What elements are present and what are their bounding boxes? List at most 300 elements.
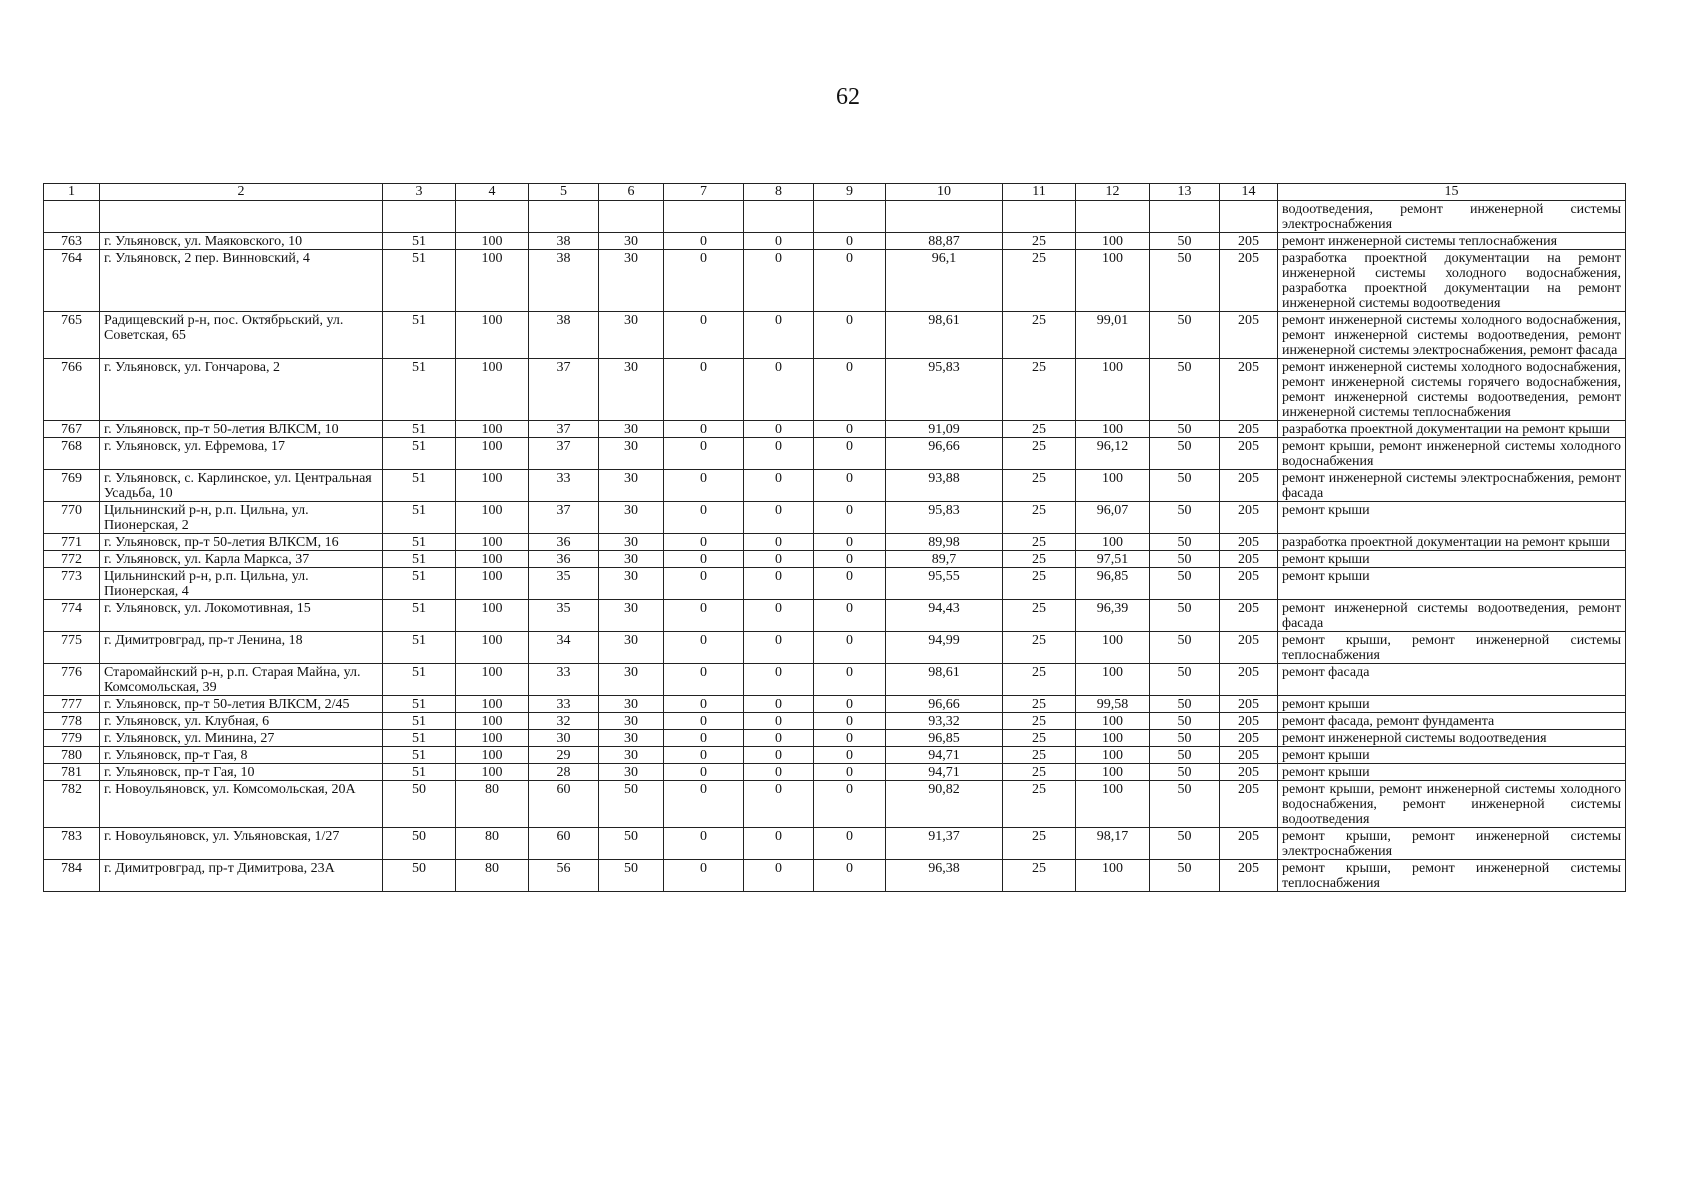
table-cell-col-9 bbox=[814, 201, 886, 233]
column-number-14: 14 bbox=[1220, 184, 1278, 201]
table-cell-col-8: 0 bbox=[744, 828, 814, 860]
table-cell-col-15: разработка проектной документации на ремонт крыши bbox=[1278, 534, 1626, 551]
table-cell-col-14: 205 bbox=[1220, 664, 1278, 696]
table-cell-col-7: 0 bbox=[664, 551, 744, 568]
table-cell-col-9: 0 bbox=[814, 551, 886, 568]
table-cell-col-10: 96,85 bbox=[886, 730, 1003, 747]
table-cell-col-15: ремонт инженерной системы водоотведения, ремонт фасада bbox=[1278, 600, 1626, 632]
table-cell-col-2: г. Ульяновск, ул. Маяковского, 10 bbox=[100, 233, 383, 250]
register-table bbox=[43, 183, 1626, 892]
column-number-3: 3 bbox=[383, 184, 456, 201]
table-cell-col-12: 96,85 bbox=[1076, 568, 1150, 600]
table-cell-col-9: 0 bbox=[814, 600, 886, 632]
table-cell-col-5: 35 bbox=[529, 568, 599, 600]
table-cell-col-12: 100 bbox=[1076, 781, 1150, 828]
table-cell-col-5: 28 bbox=[529, 764, 599, 781]
table-cell-col-6: 30 bbox=[599, 312, 664, 359]
table-cell-col-9: 0 bbox=[814, 359, 886, 421]
table-cell-col-14: 205 bbox=[1220, 568, 1278, 600]
table-cell-col-1: 766 bbox=[44, 359, 100, 421]
table-cell-col-4: 100 bbox=[456, 502, 529, 534]
table-cell-col-10: 95,55 bbox=[886, 568, 1003, 600]
table-cell-col-2: г. Ульяновск, с. Карлинское, ул. Центральная Усадьба, 10 bbox=[100, 470, 383, 502]
table-cell-col-1: 776 bbox=[44, 664, 100, 696]
table-cell-col-3: 51 bbox=[383, 312, 456, 359]
table-cell-col-11: 25 bbox=[1003, 713, 1076, 730]
table-row bbox=[44, 764, 1626, 781]
table-cell-col-3: 51 bbox=[383, 534, 456, 551]
table-cell-col-13: 50 bbox=[1150, 233, 1220, 250]
table-cell-col-10: 91,37 bbox=[886, 828, 1003, 860]
table-cell-col-8: 0 bbox=[744, 600, 814, 632]
table-cell-col-3: 51 bbox=[383, 421, 456, 438]
table-cell-col-2: г. Ульяновск, ул. Карла Маркса, 37 bbox=[100, 551, 383, 568]
table-cell-col-9: 0 bbox=[814, 250, 886, 312]
table-cell-col-5 bbox=[529, 201, 599, 233]
table-cell-col-5: 33 bbox=[529, 696, 599, 713]
table-cell-col-14: 205 bbox=[1220, 421, 1278, 438]
table-cell-col-1: 773 bbox=[44, 568, 100, 600]
table-cell-col-10: 98,61 bbox=[886, 664, 1003, 696]
table-cell-col-6: 30 bbox=[599, 438, 664, 470]
table-cell-col-15: ремонт крыши bbox=[1278, 747, 1626, 764]
table-cell-col-10: 94,71 bbox=[886, 764, 1003, 781]
table-row bbox=[44, 502, 1626, 534]
table-row bbox=[44, 713, 1626, 730]
table-cell-col-1: 778 bbox=[44, 713, 100, 730]
table-cell-col-5: 60 bbox=[529, 828, 599, 860]
table-cell-col-2: г. Ульяновск, ул. Локомотивная, 15 bbox=[100, 600, 383, 632]
table-cell-col-1: 782 bbox=[44, 781, 100, 828]
page-number: 62 bbox=[836, 84, 860, 110]
table-cell-col-7: 0 bbox=[664, 747, 744, 764]
table-cell-col-15: ремонт крыши, ремонт инженерной системы электроснабжения bbox=[1278, 828, 1626, 860]
table-cell-col-6: 30 bbox=[599, 764, 664, 781]
table-row bbox=[44, 534, 1626, 551]
table-cell-col-14: 205 bbox=[1220, 764, 1278, 781]
table-cell-col-11: 25 bbox=[1003, 568, 1076, 600]
table-cell-col-1: 767 bbox=[44, 421, 100, 438]
table-cell-col-7: 0 bbox=[664, 312, 744, 359]
table-cell-col-2: г. Ульяновск, ул. Гончарова, 2 bbox=[100, 359, 383, 421]
table-cell-col-12: 100 bbox=[1076, 730, 1150, 747]
table-cell-col-5: 38 bbox=[529, 250, 599, 312]
table-cell-col-9: 0 bbox=[814, 664, 886, 696]
table-cell-col-8: 0 bbox=[744, 359, 814, 421]
table-cell-col-9: 0 bbox=[814, 438, 886, 470]
table-cell-col-3: 51 bbox=[383, 747, 456, 764]
table-cell-col-12: 96,39 bbox=[1076, 600, 1150, 632]
table-cell-col-11: 25 bbox=[1003, 632, 1076, 664]
table-cell-col-4: 80 bbox=[456, 828, 529, 860]
table-cell-col-12: 100 bbox=[1076, 764, 1150, 781]
table-cell-col-11: 25 bbox=[1003, 696, 1076, 713]
table-cell-col-6: 50 bbox=[599, 860, 664, 892]
table-cell-col-14: 205 bbox=[1220, 233, 1278, 250]
table-cell-col-1: 781 bbox=[44, 764, 100, 781]
table-cell-col-8: 0 bbox=[744, 730, 814, 747]
table-cell-col-11: 25 bbox=[1003, 438, 1076, 470]
table-row bbox=[44, 781, 1626, 828]
table-cell-col-7: 0 bbox=[664, 828, 744, 860]
table-cell-col-4: 100 bbox=[456, 632, 529, 664]
table-cell-col-6: 30 bbox=[599, 664, 664, 696]
table-cell-col-8: 0 bbox=[744, 421, 814, 438]
table-cell-col-14: 205 bbox=[1220, 551, 1278, 568]
table-cell-col-8: 0 bbox=[744, 233, 814, 250]
table-cell-col-3: 51 bbox=[383, 551, 456, 568]
table-cell-col-14: 205 bbox=[1220, 359, 1278, 421]
table-cell-col-2: г. Ульяновск, 2 пер. Винновский, 4 bbox=[100, 250, 383, 312]
table-cell-col-3: 51 bbox=[383, 438, 456, 470]
table-cell-col-6: 30 bbox=[599, 600, 664, 632]
table-cell-col-9: 0 bbox=[814, 730, 886, 747]
table-cell-col-4: 100 bbox=[456, 730, 529, 747]
table-cell-col-13: 50 bbox=[1150, 470, 1220, 502]
table-cell-col-11: 25 bbox=[1003, 828, 1076, 860]
table-cell-col-2: г. Ульяновск, пр-т Гая, 10 bbox=[100, 764, 383, 781]
table-cell-col-1: 769 bbox=[44, 470, 100, 502]
table-cell-col-2: г. Ульяновск, ул. Клубная, 6 bbox=[100, 713, 383, 730]
table-row bbox=[44, 828, 1626, 860]
table-cell-col-1: 770 bbox=[44, 502, 100, 534]
table-cell-col-7: 0 bbox=[664, 713, 744, 730]
table-cell-col-9: 0 bbox=[814, 764, 886, 781]
table-cell-col-2: Цильнинский р-н, р.п. Цильна, ул. Пионерская, 2 bbox=[100, 502, 383, 534]
table-cell-col-8 bbox=[744, 201, 814, 233]
table-cell-col-14: 205 bbox=[1220, 747, 1278, 764]
table-cell-col-5: 37 bbox=[529, 421, 599, 438]
table-cell-col-1: 784 bbox=[44, 860, 100, 892]
table-cell-col-11: 25 bbox=[1003, 600, 1076, 632]
table-cell-col-7 bbox=[664, 201, 744, 233]
table-cell-col-4: 80 bbox=[456, 860, 529, 892]
column-number-8: 8 bbox=[744, 184, 814, 201]
table-cell-col-7: 0 bbox=[664, 568, 744, 600]
table-row bbox=[44, 860, 1626, 892]
table-cell-col-13: 50 bbox=[1150, 600, 1220, 632]
table-cell-col-12: 100 bbox=[1076, 860, 1150, 892]
column-number-5: 5 bbox=[529, 184, 599, 201]
table-cell-col-11: 25 bbox=[1003, 534, 1076, 551]
table-cell-col-2: г. Ульяновск, пр-т 50-летия ВЛКСМ, 16 bbox=[100, 534, 383, 551]
table-cell-col-8: 0 bbox=[744, 696, 814, 713]
table-cell-col-15: ремонт крыши, ремонт инженерной системы холодного водоснабжения, ремонт инженерной системы водоотведения bbox=[1278, 781, 1626, 828]
table-cell-col-5: 30 bbox=[529, 730, 599, 747]
table-cell-col-5: 33 bbox=[529, 470, 599, 502]
table-cell-col-5: 35 bbox=[529, 600, 599, 632]
table-cell-col-13: 50 bbox=[1150, 421, 1220, 438]
table-cell-col-9: 0 bbox=[814, 781, 886, 828]
table-cell-col-4: 100 bbox=[456, 233, 529, 250]
table-cell-col-8: 0 bbox=[744, 568, 814, 600]
table-cell-col-10: 88,87 bbox=[886, 233, 1003, 250]
table-cell-col-2: Старомайнский р-н, р.п. Старая Майна, ул. Комсомольская, 39 bbox=[100, 664, 383, 696]
table-cell-col-12: 99,58 bbox=[1076, 696, 1150, 713]
table-cell-col-10: 90,82 bbox=[886, 781, 1003, 828]
table-cell-col-12: 100 bbox=[1076, 470, 1150, 502]
table-cell-col-4: 100 bbox=[456, 747, 529, 764]
table-cell-col-7: 0 bbox=[664, 860, 744, 892]
table-cell-col-7: 0 bbox=[664, 600, 744, 632]
table-cell-col-2 bbox=[100, 201, 383, 233]
table-cell-col-6: 30 bbox=[599, 632, 664, 664]
table-cell-col-7: 0 bbox=[664, 502, 744, 534]
table-cell-col-14: 205 bbox=[1220, 438, 1278, 470]
table-cell-col-4 bbox=[456, 201, 529, 233]
table-cell-col-10: 94,43 bbox=[886, 600, 1003, 632]
table-cell-col-11: 25 bbox=[1003, 747, 1076, 764]
table-cell-col-8: 0 bbox=[744, 312, 814, 359]
table-row bbox=[44, 250, 1626, 312]
table-cell-col-10: 94,99 bbox=[886, 632, 1003, 664]
table-cell-col-5: 32 bbox=[529, 713, 599, 730]
table-cell-col-4: 100 bbox=[456, 713, 529, 730]
table-cell-col-13: 50 bbox=[1150, 438, 1220, 470]
table-cell-col-13: 50 bbox=[1150, 632, 1220, 664]
table-cell-col-13: 50 bbox=[1150, 664, 1220, 696]
table-cell-col-13: 50 bbox=[1150, 730, 1220, 747]
table-cell-col-6: 30 bbox=[599, 568, 664, 600]
table-cell-col-1: 765 bbox=[44, 312, 100, 359]
table-cell-col-9: 0 bbox=[814, 860, 886, 892]
table-cell-col-5: 36 bbox=[529, 534, 599, 551]
table-cell-col-9: 0 bbox=[814, 470, 886, 502]
column-number-7: 7 bbox=[664, 184, 744, 201]
column-number-2: 2 bbox=[100, 184, 383, 201]
table-cell-col-6: 30 bbox=[599, 713, 664, 730]
table-cell-col-10: 98,61 bbox=[886, 312, 1003, 359]
table-cell-col-5: 38 bbox=[529, 312, 599, 359]
table-cell-col-10: 94,71 bbox=[886, 747, 1003, 764]
table-cell-col-4: 100 bbox=[456, 551, 529, 568]
table-cell-col-4: 80 bbox=[456, 781, 529, 828]
table-row bbox=[44, 233, 1626, 250]
table-row bbox=[44, 470, 1626, 502]
table-cell-col-3: 50 bbox=[383, 781, 456, 828]
table-cell-col-9: 0 bbox=[814, 747, 886, 764]
table-cell-col-8: 0 bbox=[744, 551, 814, 568]
table-cell-col-12: 100 bbox=[1076, 632, 1150, 664]
table-row bbox=[44, 568, 1626, 600]
table-cell-col-4: 100 bbox=[456, 534, 529, 551]
table-cell-col-12: 96,07 bbox=[1076, 502, 1150, 534]
table-cell-col-15: ремонт крыши bbox=[1278, 696, 1626, 713]
table-row bbox=[44, 312, 1626, 359]
table-cell-col-2: г. Ульяновск, ул. Минина, 27 bbox=[100, 730, 383, 747]
table-cell-col-12: 100 bbox=[1076, 713, 1150, 730]
table-cell-col-6: 30 bbox=[599, 421, 664, 438]
table-cell-col-7: 0 bbox=[664, 764, 744, 781]
table-cell-col-7: 0 bbox=[664, 534, 744, 551]
table-cell-col-11: 25 bbox=[1003, 250, 1076, 312]
table-cell-col-8: 0 bbox=[744, 860, 814, 892]
table-cell-col-10: 96,1 bbox=[886, 250, 1003, 312]
table-row bbox=[44, 600, 1626, 632]
table-cell-col-13: 50 bbox=[1150, 359, 1220, 421]
table-cell-col-2: Радищевский р-н, пос. Октябрьский, ул. Советская, 65 bbox=[100, 312, 383, 359]
table-cell-col-1: 772 bbox=[44, 551, 100, 568]
table-cell-col-3: 51 bbox=[383, 233, 456, 250]
table-cell-col-3: 51 bbox=[383, 470, 456, 502]
table-cell-col-12: 98,17 bbox=[1076, 828, 1150, 860]
table-cell-col-8: 0 bbox=[744, 438, 814, 470]
table-cell-col-15: ремонт крыши bbox=[1278, 502, 1626, 534]
table-cell-col-7: 0 bbox=[664, 250, 744, 312]
table-cell-col-14 bbox=[1220, 201, 1278, 233]
table-cell-col-10: 96,66 bbox=[886, 438, 1003, 470]
table-cell-col-14: 205 bbox=[1220, 828, 1278, 860]
table-cell-col-3: 51 bbox=[383, 764, 456, 781]
table-cell-col-14: 205 bbox=[1220, 470, 1278, 502]
table-cell-col-3: 51 bbox=[383, 250, 456, 312]
table-cell-col-11: 25 bbox=[1003, 359, 1076, 421]
table-cell-col-12: 96,12 bbox=[1076, 438, 1150, 470]
table-cell-col-11: 25 bbox=[1003, 664, 1076, 696]
table-cell-col-15: ремонт инженерной системы водоотведения bbox=[1278, 730, 1626, 747]
table-cell-col-5: 60 bbox=[529, 781, 599, 828]
table-cell-col-2: г. Димитровград, пр-т Ленина, 18 bbox=[100, 632, 383, 664]
table-cell-col-4: 100 bbox=[456, 696, 529, 713]
table-row bbox=[44, 747, 1626, 764]
table-cell-col-1: 763 bbox=[44, 233, 100, 250]
table-cell-col-9: 0 bbox=[814, 502, 886, 534]
table-cell-col-3 bbox=[383, 201, 456, 233]
table-body bbox=[44, 201, 1626, 892]
table-cell-col-1: 774 bbox=[44, 600, 100, 632]
table-cell-col-6: 30 bbox=[599, 359, 664, 421]
table-cell-col-6: 30 bbox=[599, 470, 664, 502]
table-cell-col-3: 51 bbox=[383, 632, 456, 664]
table-cell-col-15: ремонт крыши, ремонт инженерной системы холодного водоснабжения bbox=[1278, 438, 1626, 470]
table-cell-col-10 bbox=[886, 201, 1003, 233]
table-cell-col-13 bbox=[1150, 201, 1220, 233]
table-cell-col-11: 25 bbox=[1003, 312, 1076, 359]
column-number-11: 11 bbox=[1003, 184, 1076, 201]
table-cell-col-13: 50 bbox=[1150, 764, 1220, 781]
table-cell-col-12: 100 bbox=[1076, 534, 1150, 551]
table-cell-col-1: 775 bbox=[44, 632, 100, 664]
table-cell-col-10: 89,98 bbox=[886, 534, 1003, 551]
table-cell-col-6: 50 bbox=[599, 781, 664, 828]
table-cell-col-13: 50 bbox=[1150, 568, 1220, 600]
table-cell-col-13: 50 bbox=[1150, 828, 1220, 860]
table-cell-col-11: 25 bbox=[1003, 470, 1076, 502]
table-cell-col-11: 25 bbox=[1003, 730, 1076, 747]
table-cell-col-9: 0 bbox=[814, 421, 886, 438]
table-cell-col-4: 100 bbox=[456, 600, 529, 632]
table-cell-col-2: г. Новоульяновск, ул. Комсомольская, 20А bbox=[100, 781, 383, 828]
table-cell-col-1: 777 bbox=[44, 696, 100, 713]
table-cell-col-7: 0 bbox=[664, 438, 744, 470]
table-cell-col-14: 205 bbox=[1220, 781, 1278, 828]
table-cell-col-9: 0 bbox=[814, 233, 886, 250]
table-cell-col-7: 0 bbox=[664, 696, 744, 713]
table-cell-col-13: 50 bbox=[1150, 747, 1220, 764]
table-cell-col-6: 30 bbox=[599, 250, 664, 312]
table-cell-col-8: 0 bbox=[744, 781, 814, 828]
table-cell-col-15: ремонт инженерной системы электроснабжения, ремонт фасада bbox=[1278, 470, 1626, 502]
table-row bbox=[44, 664, 1626, 696]
table-cell-col-4: 100 bbox=[456, 764, 529, 781]
table-cell-col-10: 96,38 bbox=[886, 860, 1003, 892]
table-cell-col-5: 56 bbox=[529, 860, 599, 892]
table-cell-col-11: 25 bbox=[1003, 860, 1076, 892]
table-cell-col-8: 0 bbox=[744, 534, 814, 551]
table-cell-col-6: 30 bbox=[599, 696, 664, 713]
table-cell-col-14: 205 bbox=[1220, 502, 1278, 534]
table-cell-col-6: 50 bbox=[599, 828, 664, 860]
table-cell-col-8: 0 bbox=[744, 664, 814, 696]
table-cell-col-9: 0 bbox=[814, 696, 886, 713]
table-cell-col-14: 205 bbox=[1220, 860, 1278, 892]
table-cell-col-8: 0 bbox=[744, 632, 814, 664]
table-cell-col-15: ремонт крыши bbox=[1278, 764, 1626, 781]
table-cell-col-8: 0 bbox=[744, 747, 814, 764]
table-cell-col-5: 33 bbox=[529, 664, 599, 696]
table-cell-col-15: водоотведения, ремонт инженерной системы электроснабжения bbox=[1278, 201, 1626, 233]
table-cell-col-1: 780 bbox=[44, 747, 100, 764]
table-row bbox=[44, 421, 1626, 438]
table-cell-col-3: 51 bbox=[383, 502, 456, 534]
table-cell-col-4: 100 bbox=[456, 470, 529, 502]
table-cell-col-14: 205 bbox=[1220, 713, 1278, 730]
table-cell-col-4: 100 bbox=[456, 312, 529, 359]
table-cell-col-3: 51 bbox=[383, 568, 456, 600]
table-cell-col-12: 99,01 bbox=[1076, 312, 1150, 359]
table-cell-col-6 bbox=[599, 201, 664, 233]
table-cell-col-13: 50 bbox=[1150, 312, 1220, 359]
table-cell-col-11: 25 bbox=[1003, 502, 1076, 534]
table-cell-col-13: 50 bbox=[1150, 250, 1220, 312]
table-cell-col-10: 96,66 bbox=[886, 696, 1003, 713]
table-cell-col-11 bbox=[1003, 201, 1076, 233]
table-cell-col-13: 50 bbox=[1150, 696, 1220, 713]
table-cell-col-15: ремонт фасада bbox=[1278, 664, 1626, 696]
table-cell-col-15: ремонт крыши bbox=[1278, 568, 1626, 600]
table-cell-col-15: ремонт инженерной системы холодного водоснабжения, ремонт инженерной системы водоотведения, ремонт инженерной системы электроснабжения, ремонт фасада bbox=[1278, 312, 1626, 359]
table-cell-col-11: 25 bbox=[1003, 781, 1076, 828]
table-cell-col-3: 51 bbox=[383, 600, 456, 632]
table-cell-col-6: 30 bbox=[599, 730, 664, 747]
table-cell-col-4: 100 bbox=[456, 359, 529, 421]
table-cell-col-9: 0 bbox=[814, 828, 886, 860]
table-cell-col-3: 51 bbox=[383, 696, 456, 713]
table-cell-col-13: 50 bbox=[1150, 502, 1220, 534]
table-cell-col-13: 50 bbox=[1150, 860, 1220, 892]
table-cell-col-15: разработка проектной документации на ремонт инженерной системы холодного водоснабжения, разработка проектной документации на ремонт инженерной системы водоотведения bbox=[1278, 250, 1626, 312]
table-cell-col-2: г. Ульяновск, пр-т 50-летия ВЛКСМ, 10 bbox=[100, 421, 383, 438]
table-cell-col-10: 95,83 bbox=[886, 359, 1003, 421]
table-cell-col-3: 51 bbox=[383, 713, 456, 730]
table-cell-col-13: 50 bbox=[1150, 781, 1220, 828]
table-cell-col-4: 100 bbox=[456, 568, 529, 600]
column-number-13: 13 bbox=[1150, 184, 1220, 201]
table-cell-col-1: 768 bbox=[44, 438, 100, 470]
table-cell-col-2: г. Ульяновск, ул. Ефремова, 17 bbox=[100, 438, 383, 470]
table-cell-col-3: 51 bbox=[383, 664, 456, 696]
table-cell-col-7: 0 bbox=[664, 421, 744, 438]
table-cell-col-13: 50 bbox=[1150, 551, 1220, 568]
table-cell-col-10: 95,83 bbox=[886, 502, 1003, 534]
table-cell-col-14: 205 bbox=[1220, 696, 1278, 713]
table-cell-col-7: 0 bbox=[664, 233, 744, 250]
table-cell-col-5: 34 bbox=[529, 632, 599, 664]
table-cell-col-15: ремонт фасада, ремонт фундамента bbox=[1278, 713, 1626, 730]
table-cell-col-15: ремонт крыши, ремонт инженерной системы теплоснабжения bbox=[1278, 860, 1626, 892]
table-cell-col-4: 100 bbox=[456, 438, 529, 470]
table-cell-col-9: 0 bbox=[814, 312, 886, 359]
